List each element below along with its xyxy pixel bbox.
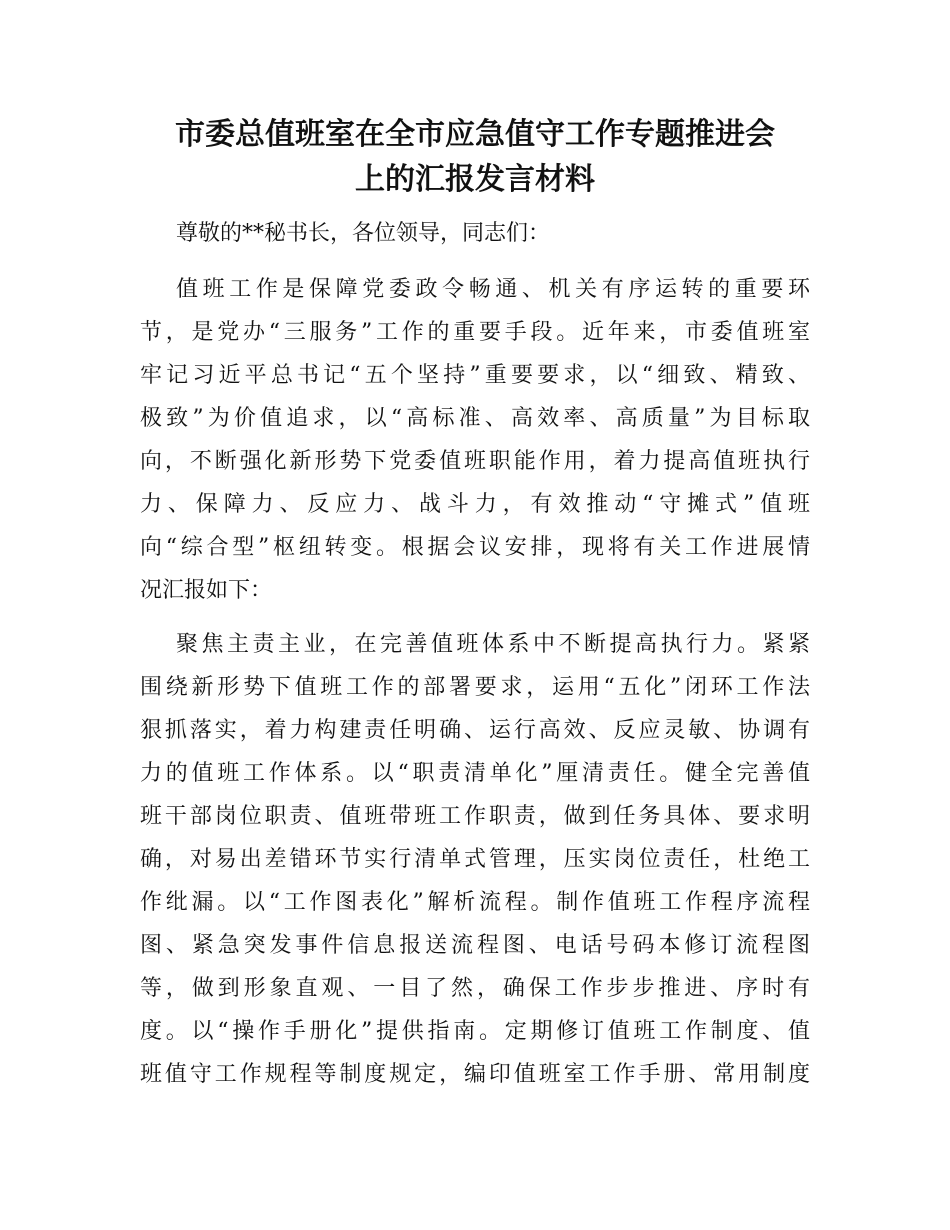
paragraph-1-line: 牢记习近平总书记“五个坚持”重要要求，以“细致、精致、 [140, 363, 810, 388]
paragraph-2-line: 班值守工作规程等制度规定，编印值班室工作手册、常用制度 [140, 1062, 810, 1087]
paragraph-2-line: 狠抓落实，着力构建责任明确、运行高效、反应灵敏、协调有 [140, 718, 810, 743]
paragraph-2-line: 力的值班工作体系。以“职责清单化”厘清责任。健全完善值 [140, 761, 810, 786]
document-title-line-1: 市委总值班室在全市应急值守工作专题推进会 [175, 117, 775, 152]
paragraph-2-line: 等，做到形象直观、一目了然，确保工作步步推进、序时有 [140, 976, 810, 1001]
paragraph-2-line: 度。以“操作手册化”提供指南。定期修订值班工作制度、值 [140, 1019, 810, 1044]
paragraph-1-line: 值班工作是保障党委政令畅通、机关有序运转的重要环 [176, 277, 810, 302]
document-title-line-2: 上的汇报发言材料 [355, 162, 595, 197]
paragraph-2-line: 确，对易出差错环节实行清单式管理，压实岗位责任，杜绝工 [140, 847, 810, 872]
paragraph-2-line: 聚焦主责主业，在完善值班体系中不断提高执行力。紧紧 [176, 632, 810, 657]
salutation: 尊敬的**秘书长，各位领导，同志们： [176, 221, 551, 246]
paragraph-1-line: 力、保障力、反应力、战斗力，有效推动“守摊式”值班 [140, 492, 810, 517]
paragraph-1-line: 向，不断强化新形势下党委值班职能作用，着力提高值班执行 [140, 449, 810, 474]
paragraph-2-line: 图、紧急突发事件信息报送流程图、电话号码本修订流程图 [140, 933, 810, 958]
paragraph-2-line: 班干部岗位职责、值班带班工作职责，做到任务具体、要求明 [140, 804, 810, 829]
paragraph-1-line: 极致”为价值追求，以“高标准、高效率、高质量”为目标取 [140, 406, 810, 431]
paragraph-1-line: 节，是党办“三服务”工作的重要手段。近年来，市委值班室 [140, 320, 810, 345]
paragraph-1-line: 况汇报如下： [140, 578, 273, 603]
paragraph-1-line: 向“综合型”枢纽转变。根据会议安排，现将有关工作进展情 [140, 535, 810, 560]
paragraph-2-line: 作纰漏。以“工作图表化”解析流程。制作值班工作程序流程 [140, 890, 810, 915]
paragraph-2-line: 围绕新形势下值班工作的部署要求，运用“五化”闭环工作法 [140, 675, 810, 700]
